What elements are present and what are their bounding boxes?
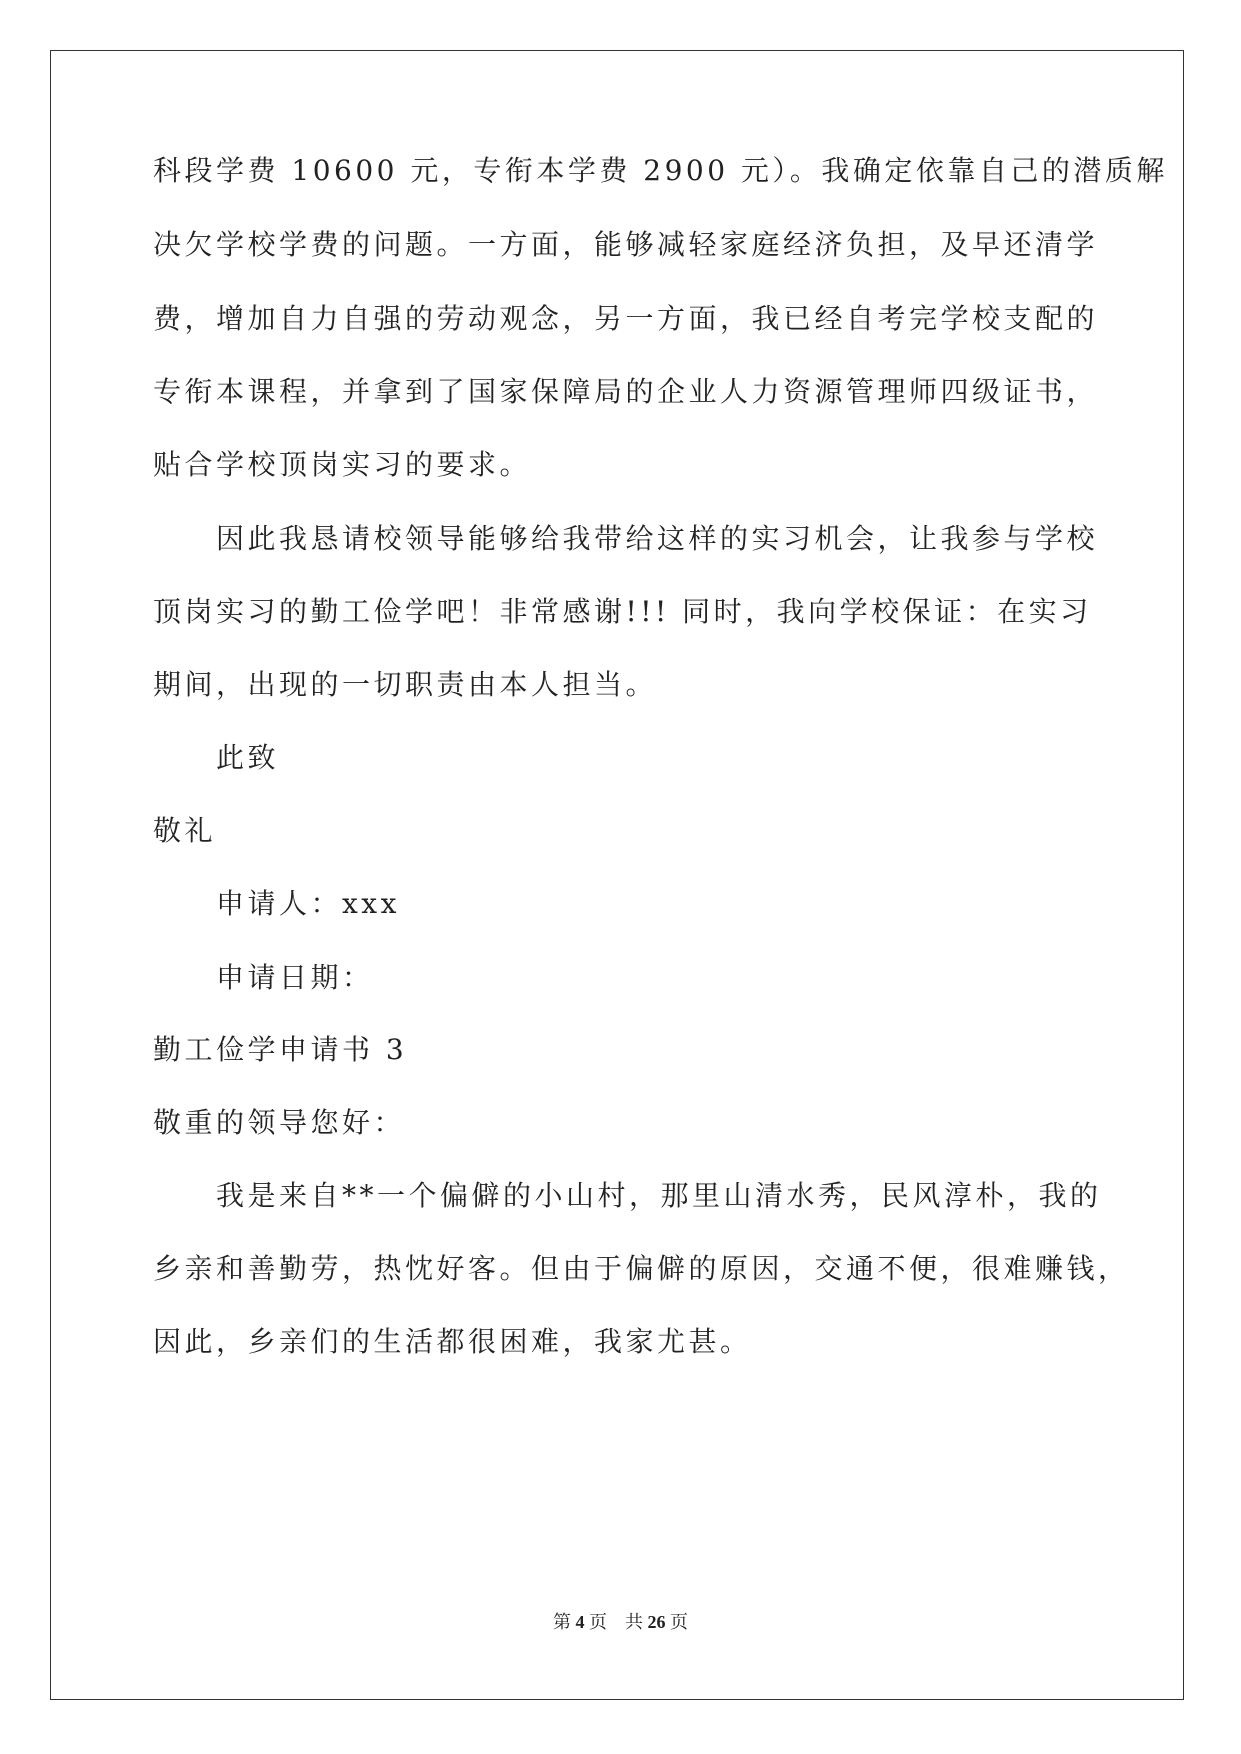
footer-total-unit: 页 — [670, 1612, 688, 1632]
greeting: 敬重的领导您好： — [153, 1106, 406, 1139]
text-line: 费，增加自力自强的劳动观念，另一方面，我已经自考完学校支配的 — [153, 302, 1099, 335]
text-line: 决欠学校学费的问题。一方面，能够减轻家庭经济负担，及早还清学 — [153, 228, 1099, 261]
section-heading: 勤工俭学申请书 3 — [153, 1033, 408, 1066]
text-line: 贴合学校顶岗实习的要求。 — [153, 448, 532, 481]
footer-total-prefix: 共 — [625, 1612, 643, 1632]
paragraph-first-line: 因此我恳请校领导能够给我带给这样的实习机会，让我参与学校 — [216, 522, 1099, 555]
application-date: 申请日期： — [216, 961, 374, 994]
footer-page-unit: 页 — [589, 1612, 607, 1632]
footer-page-number: 4 — [575, 1612, 585, 1632]
text-line: 因此，乡亲们的生活都很困难，我家尤甚。 — [153, 1325, 752, 1358]
closing-salutation: 此致 — [216, 741, 280, 774]
text-line: 顶岗实习的勤工俭学吧！非常感谢!!! 同时，我向学校保证：在实习 — [153, 595, 1092, 628]
applicant-name: 申请人：xxx — [216, 887, 400, 920]
footer-prefix: 第 — [553, 1612, 571, 1632]
page-frame — [50, 50, 1184, 1700]
text-line: 科段学费 10600 元，专衔本学费 2900 元）。我确定依靠自己的潜质解 — [153, 154, 1168, 187]
footer-total-pages: 26 — [647, 1612, 666, 1632]
page-footer — [0, 1610, 1241, 1634]
text-line: 专衔本课程，并拿到了国家保障局的企业人力资源管理师四级证书， — [153, 375, 1099, 408]
closing-regards: 敬礼 — [153, 814, 217, 847]
text-line: 期间，出现的一切职责由本人担当。 — [153, 668, 658, 701]
text-line: 乡亲和善勤劳，热忱好客。但由于偏僻的原因，交通不便，很难赚钱， — [153, 1252, 1130, 1285]
paragraph-first-line: 我是来自**一个偏僻的小山村，那里山清水秀，民风淳朴，我的 — [216, 1179, 1102, 1212]
